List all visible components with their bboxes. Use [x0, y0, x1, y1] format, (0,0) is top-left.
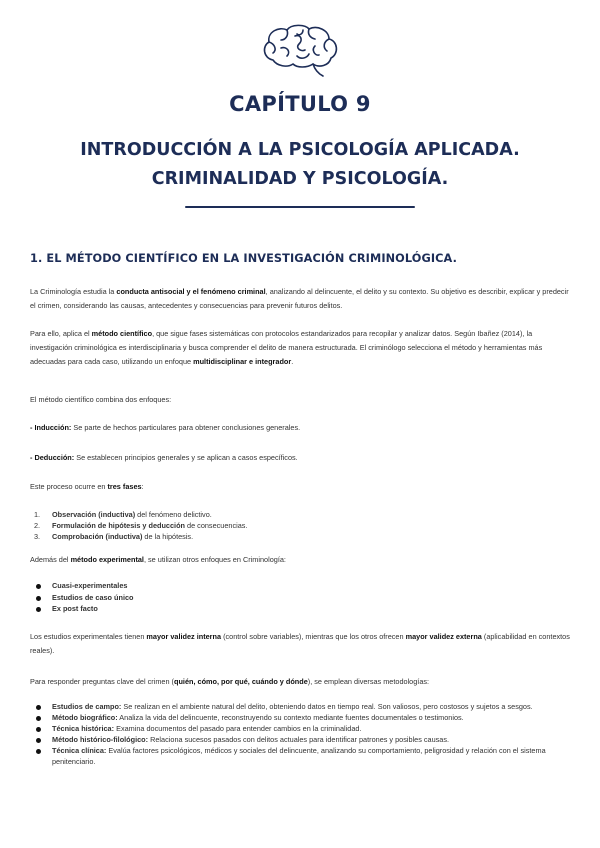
chapter-heading: CAPÍTULO 9 [229, 92, 371, 116]
list-item: Técnica clínica: Evalúa factores psicológicos, médicos y sociales del delincuente, analizando su comportamiento, peligrosidad y relación con el sistema penitenciario. [30, 745, 570, 767]
list-item: 3. Comprobación (inductiva) de la hipótesis. [34, 532, 194, 541]
section-heading: 1. EL MÉTODO CIENTÍFICO EN LA INVESTIGACIÓN CRIMINOLÓGICA. [30, 252, 457, 265]
brain-icon [259, 22, 341, 80]
list-item: Método biográfico: Analiza la vida del delincuente, reconstruyendo su contexto mediante fuentes documentales o testimonios. [30, 712, 570, 723]
list-item: Estudios de caso único [30, 592, 570, 604]
list-item: 1. Observación (inductiva) del fenómeno delictivo. [34, 510, 212, 519]
bullet-icon [36, 705, 41, 710]
paragraph-three-phases: Este proceso ocurre en tres fases: [30, 482, 144, 491]
phases-list [30, 509, 570, 542]
bullet-icon [36, 596, 41, 601]
bullet-icon [36, 738, 41, 743]
list-item: Método histórico-filológico: Relaciona sucesos pasados con delitos actuales para identificar patrones y posibles causas. [30, 734, 570, 745]
bullet-icon [36, 607, 41, 612]
chapter-title-line-1: INTRODUCCIÓN A LA PSICOLOGÍA APLICADA. [80, 140, 520, 160]
approaches-list [30, 580, 570, 615]
paragraph-key-questions: Para responder preguntas clave del crimen (quién, cómo, por qué, cuándo y dónde), se emplean diversas metodologías: [30, 677, 430, 686]
bullet-icon [36, 727, 41, 732]
paragraph-two-approaches: El método científico combina dos enfoques: [30, 395, 172, 404]
chapter-title-line-2: CRIMINALIDAD Y PSICOLOGÍA. [151, 169, 449, 189]
paragraph-induction: - Inducción: Se parte de hechos particulares para obtener conclusiones generales. [30, 423, 301, 432]
list-item: Cuasi-experimentales [30, 580, 570, 592]
paragraph-criminology: La Criminología estudia la conducta antisocial y el fenómeno criminal, analizando al delincuente, el delito y su contexto. Su objetivo es describir, explicar y predecir el crimen, considerando las causas, antecedentes y consecuencias para prevenir futuros delitos. [30, 287, 569, 310]
chapter-title [30, 136, 570, 194]
title-divider [185, 206, 415, 208]
list-item: Estudios de campo: Se realizan en el ambiente natural del delito, obteniendo datos en tiempo real. Son valiosos, pero costosos y sujetos a sesgos. [30, 701, 570, 712]
paragraph-deduction: - Deducción: Se establecen principios generales y se aplican a casos específicos. [30, 453, 298, 462]
list-item: Ex post facto [30, 603, 570, 615]
list-item: Técnica histórica: Examina documentos del pasado para entender cambios en la criminalidad. [30, 723, 570, 734]
paragraph-experimental: Además del método experimental, se utilizan otros enfoques en Criminología: [30, 555, 286, 564]
methods-list [30, 701, 570, 767]
paragraph-validity: Los estudios experimentales tienen mayor validez interna (control sobre variables), mientras que los otros ofrecen mayor validez externa (aplicabilidad en contextos reales). [30, 632, 570, 655]
paragraph-scientific-method: Para ello, aplica el método científico, que sigue fases sistemáticas con protocolos estandarizados para recopilar y analizar datos. Según Ibañez (2014), la investigación criminológica es interdisciplinaria y busca comprender el delito de manera estructurada. El criminólogo selecciona el método y herramientas más adecuadas para cada caso, utilizando un enfoque multidisciplinar e integrador. [30, 329, 543, 366]
list-item: 2. Formulación de hipótesis y deducción de consecuencias. [34, 521, 248, 530]
bullet-icon [36, 584, 41, 589]
bullet-icon [36, 749, 41, 754]
bullet-icon [36, 716, 41, 721]
